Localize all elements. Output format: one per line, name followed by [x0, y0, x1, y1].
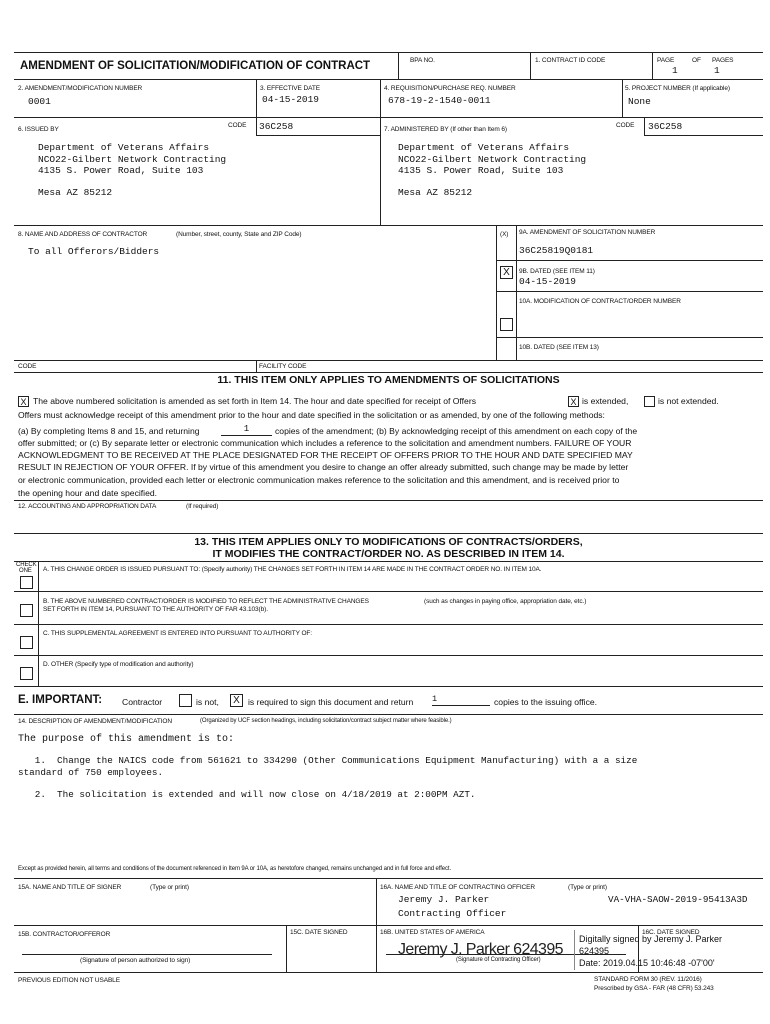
- requisition-number: 678-19-2-1540-0011: [388, 95, 491, 106]
- important-copies-value: 1: [432, 694, 490, 706]
- is-required-label: is required to sign this document and return: [248, 697, 414, 707]
- officer-name: Jeremy J. Parker: [398, 894, 490, 905]
- item16a-label: 16A. NAME AND TITLE OF CONTRACTING OFFICER: [380, 884, 535, 891]
- pages-label: PAGES: [712, 57, 734, 64]
- item15a-hint: (Type or print): [150, 884, 189, 891]
- section11-line8: the opening hour and date specified.: [18, 488, 158, 498]
- issued-by-line2: NCO22-Gilbert Network Contracting: [38, 154, 227, 165]
- is-not-checkbox[interactable]: [179, 694, 192, 707]
- item10-checkbox[interactable]: [500, 318, 513, 331]
- section13c-text: C. THIS SUPPLEMENTAL AGREEMENT IS ENTERED INTO PURSUANT TO AUTHORITY OF:: [43, 630, 312, 637]
- x-column-label: (X): [500, 231, 509, 238]
- check-one-label-2: ONE: [19, 568, 32, 574]
- item16c-label: 16C. DATE SIGNED: [642, 929, 700, 936]
- item15a-label: 15A. NAME AND TITLE OF SIGNER: [18, 884, 122, 891]
- accounting-label: 12. ACCOUNTING AND APPROPRIATION DATA: [18, 503, 157, 510]
- previous-edition-label: PREVIOUS EDITION NOT USABLE: [18, 977, 120, 984]
- section11-line1: The above numbered solicitation is amended as set forth in Item 14. The hour and date specified for receipt of Offers: [33, 396, 476, 406]
- facility-code-label: FACILITY CODE: [259, 363, 307, 370]
- pages-value: 1: [714, 65, 720, 76]
- item15b-label: 15B. CONTRACTOR/OFFEROR: [18, 931, 111, 938]
- section11-line7: or electronic communication, provided each letter or electronic communication makes reference to the solicitation and this amendment, and is received prior to: [18, 475, 620, 485]
- signature-person-label: (Signature of person authorized to sign): [80, 957, 191, 964]
- contract-id-label: 1. CONTRACT ID CODE: [535, 57, 606, 64]
- item15c-label: 15C. DATE SIGNED: [290, 929, 348, 936]
- item16a-hint: (Type or print): [568, 884, 607, 891]
- signature-officer-label: (Signature of Contracting Officer): [456, 957, 541, 963]
- amendment-number-label: 2. AMENDMENT/MODIFICATION NUMBER: [18, 85, 143, 92]
- important-copies-text: copies to the issuing office.: [494, 697, 598, 707]
- contracting-officer-signature: Jeremy J. Parker 624395: [398, 941, 563, 958]
- item10a-label: 10A. MODIFICATION OF CONTRACT/ORDER NUMBER: [519, 298, 681, 305]
- bpa-label: BPA NO.: [410, 57, 435, 64]
- item14-item1b: standard of 750 employees.: [18, 767, 164, 778]
- extended-checkbox[interactable]: [568, 396, 579, 407]
- section11-copies-value: 1: [221, 424, 272, 436]
- item14-hint: (Organized by UCF section headings, including solicitation/contract subject matter where feasible.): [200, 718, 452, 724]
- issued-by-line4: Mesa AZ 85212: [38, 187, 113, 198]
- section11-heading: 11. THIS ITEM ONLY APPLIES TO AMENDMENTS OF SOLICITATIONS: [217, 374, 560, 386]
- administered-by-label: 7. ADMINISTERED BY (If other than Item 6): [384, 126, 507, 133]
- section13d-text: D. OTHER (Specify type of modification and authority): [43, 661, 194, 668]
- page-label: PAGE: [657, 57, 675, 64]
- section13b-text2: SET FORTH IN ITEM 14, PURSUANT TO THE AUTHORITY OF FAR 43.103(b).: [43, 606, 268, 613]
- effective-date-label: 3. EFFECTIVE DATE: [260, 85, 320, 92]
- administered-by-line3: 4135 S. Power Road, Suite 103: [398, 165, 564, 176]
- amendment-number: 0001: [28, 96, 51, 107]
- issued-by-line3: 4135 S. Power Road, Suite 103: [38, 165, 204, 176]
- extended-mark: X: [570, 397, 577, 407]
- section13b-hint: (such as changes in paying office, appropriation date, etc.): [424, 598, 587, 605]
- section13b-text1: B. THE ABOVE NUMBERED CONTRACT/ORDER IS MODIFIED TO REFLECT THE ADMINISTRATIVE CHANGES: [43, 598, 369, 605]
- extended-label: is extended,: [582, 396, 629, 406]
- form-title: AMENDMENT OF SOLICITATION/MODIFICATION OF CONTRACT: [20, 60, 371, 72]
- digital-signature-block: [574, 930, 751, 970]
- of-label: OF: [692, 57, 701, 64]
- section13d-checkbox[interactable]: [20, 667, 33, 680]
- section11-line6: RESULT IN REJECTION OF YOUR OFFER. If by virtue of this amendment you desire to change an offer already submitted, such change may be made by letter: [18, 462, 629, 472]
- digital-signature-line2: 624395: [579, 946, 610, 956]
- prescribed-by-label: Prescribed by GSA - FAR (48 CFR) 53.243: [594, 985, 714, 992]
- not-extended-checkbox[interactable]: [644, 396, 655, 407]
- section11-checkbox[interactable]: [18, 396, 29, 407]
- except-text: Except as provided herein, all terms and conditions of the document referenced in Item 9A or 10A, as heretofore changed, remains unchanged and in full force and effect.: [18, 866, 452, 872]
- item9b-value: 04-15-2019: [519, 276, 577, 287]
- project-number: None: [628, 96, 651, 107]
- important-label: E. IMPORTANT:: [18, 694, 103, 706]
- section11-mark: X: [20, 397, 27, 407]
- item9b-mark: X: [503, 267, 510, 278]
- section13b-checkbox[interactable]: [20, 604, 33, 617]
- section11-line4: offer submitted; or (c) By separate letter or electronic communication which includes a reference to the solicitation and amendment numbers. FAILURE OF YOUR: [18, 438, 632, 448]
- contractor-label: 8. NAME AND ADDRESS OF CONTRACTOR: [18, 231, 148, 238]
- check-one-label-1: CHECK: [16, 562, 37, 568]
- issued-by-code: 36C258: [259, 121, 294, 132]
- administered-by-line4: Mesa AZ 85212: [398, 187, 473, 198]
- contractor-label-hint: (Number, street, county, State and ZIP Code): [176, 231, 302, 238]
- issued-by-code-label: CODE: [228, 122, 247, 129]
- requisition-label: 4. REQUISITION/PURCHASE REQ. NUMBER: [384, 85, 516, 92]
- section11-line3b: copies of the amendment; (b) By acknowledging receipt of this amendment on each copy of the: [275, 426, 638, 436]
- section13c-checkbox[interactable]: [20, 636, 33, 649]
- administered-by-line1: Department of Veterans Affairs: [398, 142, 570, 153]
- section13a-text: A. THIS CHANGE ORDER IS ISSUED PURSUANT TO: (Specify authority) THE CHANGES SET FORTH IN ITEM 14 ARE MADE IN THE CONTRACT ORDER NO. IN ITEM 10A.: [43, 566, 542, 573]
- officer-reference: VA-VHA-SAOW-2019-95413A3D: [608, 894, 748, 905]
- section13-heading1: 13. THIS ITEM APPLIES ONLY TO MODIFICATIONS OF CONTRACTS/ORDERS,: [194, 536, 583, 548]
- standard-form-label: STANDARD FORM 30 (REV. 11/2016): [594, 976, 702, 983]
- administered-by-line2: NCO22-Gilbert Network Contracting: [398, 154, 587, 165]
- project-label: 5. PROJECT NUMBER (If applicable): [625, 85, 730, 92]
- item14-item1a: 1. Change the NAICS code from 561621 to 334290 (Other Communications Equipment Manufacturing) with a a size: [18, 755, 638, 766]
- effective-date: 04-15-2019: [262, 94, 320, 105]
- is-required-mark: X: [233, 695, 240, 706]
- item9b-label: 9B. DATED (SEE ITEM 11): [519, 268, 595, 275]
- not-extended-label: is not extended.: [658, 396, 719, 406]
- section13a-checkbox[interactable]: [20, 576, 33, 589]
- issued-by-line1: Department of Veterans Affairs: [38, 142, 210, 153]
- digital-signature-line1: Digitally signed by Jeremy J. Parker: [579, 934, 723, 944]
- contractor-code-label: CODE: [18, 363, 37, 370]
- section11-line5: ACKNOWLEDGMENT TO BE RECEIVED AT THE PLACE DESIGNATED FOR THE RECEIPT OF OFFERS PRIOR TO THE HOUR AND DATE SPECIFIED MAY: [18, 450, 633, 460]
- section11-line3a: (a) By completing Items 8 and 15, and returning: [18, 426, 200, 436]
- administered-by-code-label: CODE: [616, 122, 635, 129]
- item9a-value: 36C25819Q0181: [519, 245, 594, 256]
- is-required-checkbox[interactable]: [230, 694, 243, 707]
- item10b-label: 10B. DATED (SEE ITEM 13): [519, 344, 599, 351]
- issued-by-label: 6. ISSUED BY: [18, 126, 59, 133]
- item16b-label: 16B. UNITED STATES OF AMERICA: [380, 929, 485, 936]
- section13-heading2: IT MODIFIES THE CONTRACT/ORDER NO. AS DESCRIBED IN ITEM 14.: [212, 548, 565, 560]
- item14-label: 14. DESCRIPTION OF AMENDMENT/MODIFICATION: [18, 718, 172, 725]
- accounting-hint: (If required): [186, 503, 219, 510]
- section11-line2: Offers must acknowledge receipt of this amendment prior to the hour and date specified in the solicitation or as amended, by one of the following methods:: [18, 410, 605, 420]
- digital-signature-line3: Date: 2019.04.15 10:46:48 -07'00': [579, 958, 715, 968]
- is-not-label: is not,: [196, 697, 219, 707]
- important-contractor: Contractor: [122, 697, 163, 707]
- page-value: 1: [672, 65, 678, 76]
- officer-title: Contracting Officer: [398, 908, 507, 919]
- contractor-name: To all Offerors/Bidders: [28, 246, 160, 257]
- item9a-label: 9A. AMENDMENT OF SOLICITATION NUMBER: [519, 229, 656, 236]
- item14-item2: 2. The solicitation is extended and will now close on 4/18/2019 at 2:00PM AZT.: [18, 789, 476, 800]
- item14-intro: The purpose of this amendment is to:: [18, 734, 235, 745]
- item9b-checkbox[interactable]: [500, 266, 513, 279]
- administered-by-code: 36C258: [648, 121, 683, 132]
